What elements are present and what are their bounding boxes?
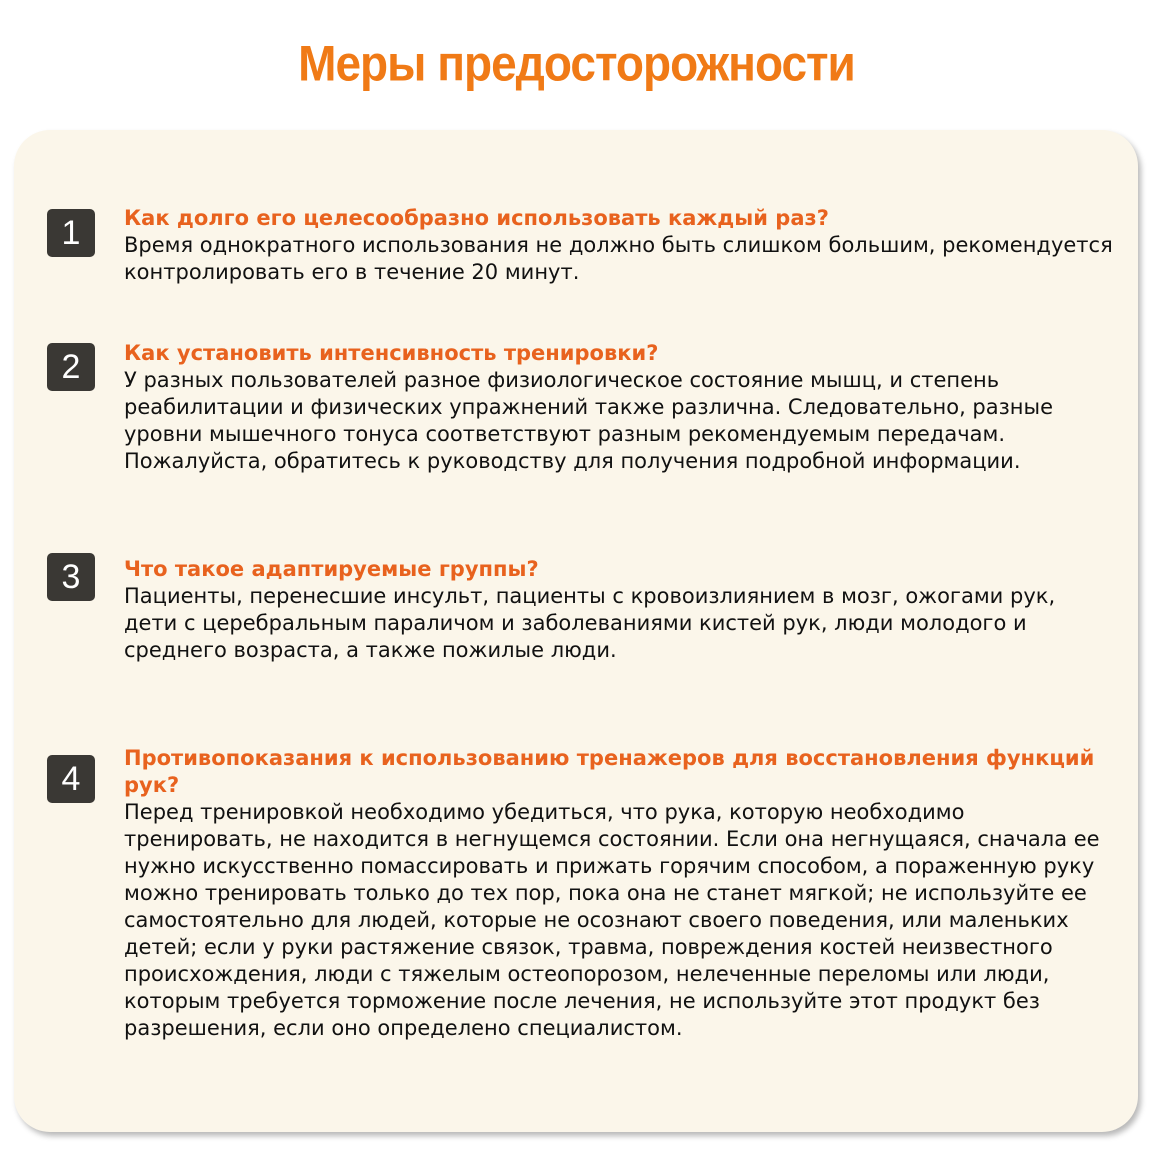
faq-question: Что такое адаптируемые группы?	[124, 557, 539, 581]
precautions-card	[14, 130, 1138, 1132]
faq-answer: У разных пользователей разное физиологическое состояние мышц, и степень реабилитации и физических упражнений также различна. Следовательно, разные уровни мышечного тонуса соответствуют разным рекомендуемым передачам. Пожалуйста, обратитесь к руководству для получения подробной информации.	[124, 368, 1054, 473]
faq-question: Противопоказания к использованию тренажеров для восстановления функций рук?	[124, 746, 1095, 797]
faq-question: Как долго его целесообразно использовать каждый раз?	[124, 206, 829, 230]
faq-answer: Пациенты, перенесшие инсульт, пациенты с кровоизлиянием в мозг, ожогами рук, дети с церебральным параличом и заболеваниями кистей рук, люди молодого и среднего возраста, а также пожилые люди.	[124, 584, 1056, 662]
page-title: Меры предосторожности	[298, 34, 855, 92]
faq-item-text	[124, 745, 1114, 1042]
faq-answer: Перед тренировкой необходимо убедиться, что рука, которую необходимо тренировать, не находится в негнущемся состоянии. Если она негнущаяся, сначала ее нужно искусственно помассировать и прижать горячим способом, а пораженную руку можно тренировать только до тех пор, пока она не станет мягкой; не используйте ее самостоятельно для людей, которые не осознают своего поведения, или маленьких детей; если у руки растяжение связок, травма, повреждения костей неизвестного происхождения, люди с тяжелым остеопорозом, нелеченные переломы или люди, которым требуется торможение после лечения, не используйте этот продукт без разрешения, если оно определено специалистом.	[124, 800, 1100, 1040]
faq-item-text	[124, 556, 1114, 664]
faq-question: Как установить интенсивность тренировки?	[124, 341, 659, 365]
item-number-badge: 1	[47, 209, 95, 257]
item-number-badge: 3	[47, 553, 95, 601]
faq-answer: Время однократного использования не должно быть слишком большим, рекомендуется контролировать его в течение 20 минут.	[124, 233, 1113, 284]
item-number-badge: 4	[47, 755, 95, 803]
item-number-badge: 2	[47, 343, 95, 391]
faq-item-text	[124, 340, 1114, 475]
faq-item-text	[124, 205, 1114, 286]
